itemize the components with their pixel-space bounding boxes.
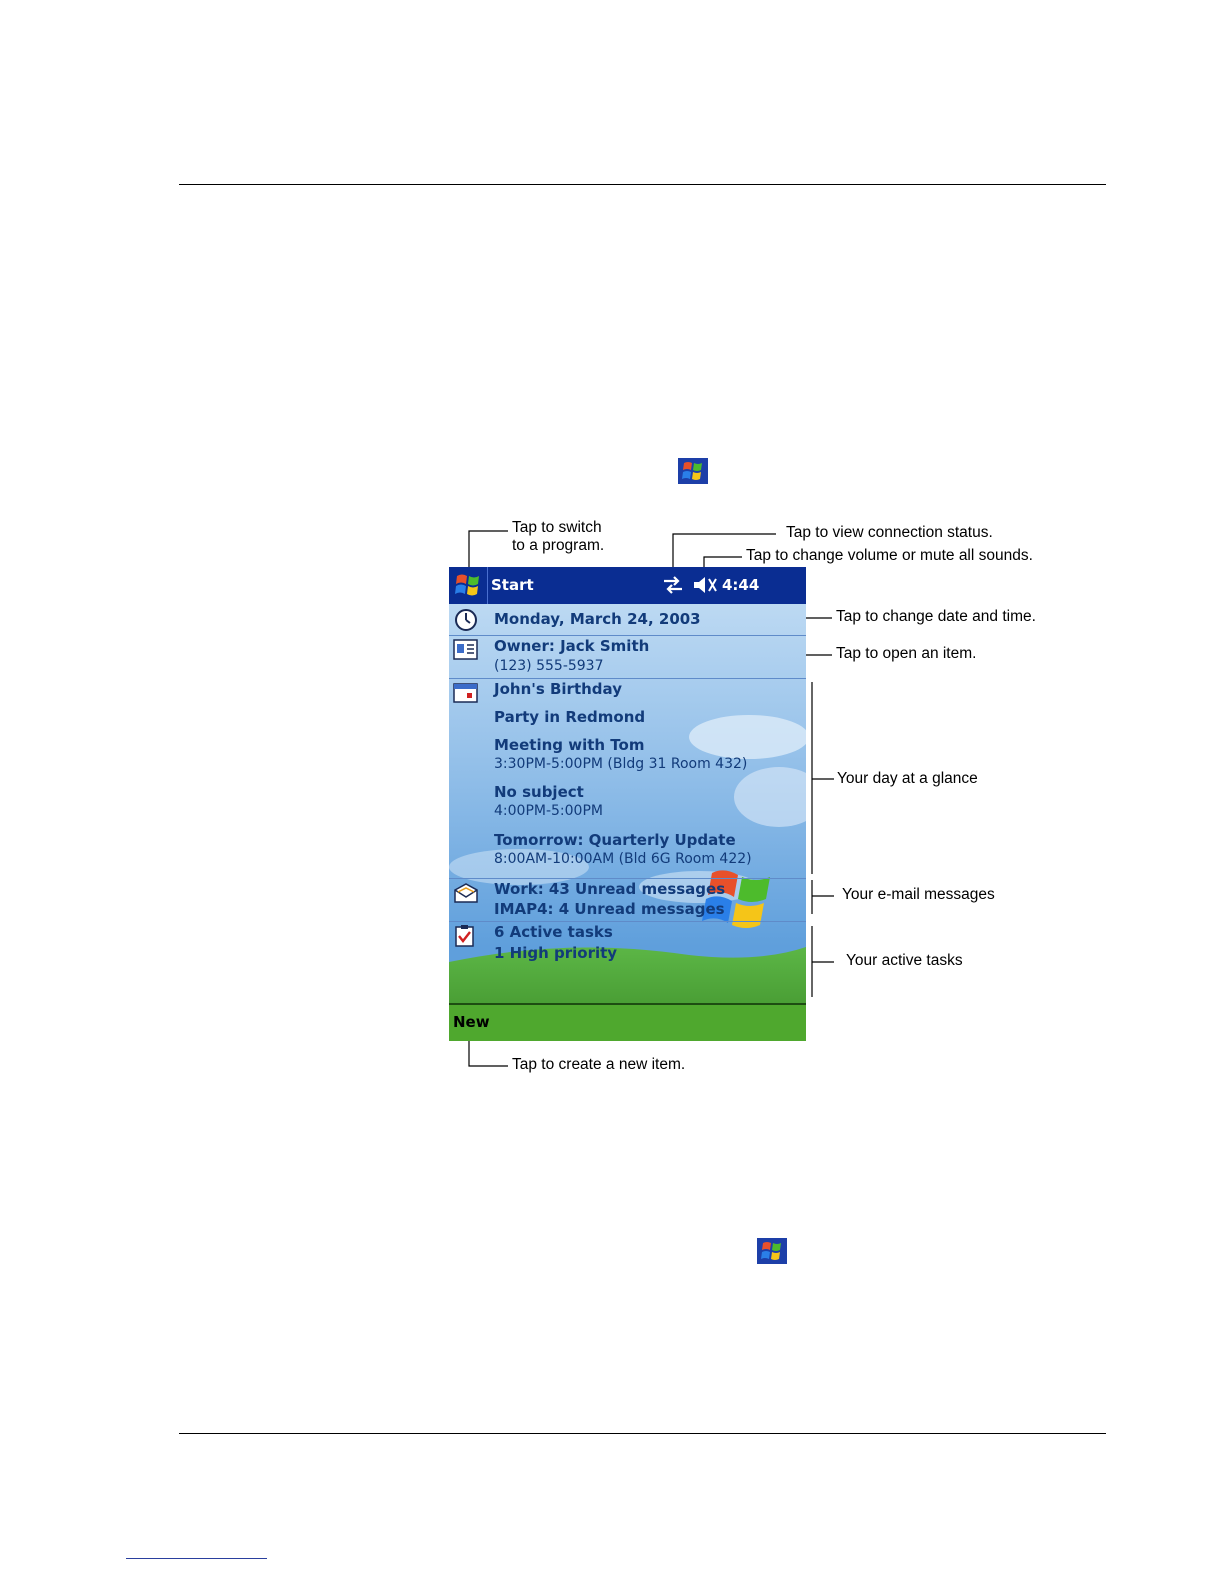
title-bar	[449, 567, 806, 604]
new-button[interactable]: New	[453, 1013, 490, 1031]
appointment-title[interactable]: Tomorrow: Quarterly Update	[494, 831, 736, 849]
callout-new-item: Tap to create a new item.	[512, 1056, 686, 1073]
appointment-title[interactable]: No subject	[494, 783, 584, 801]
clock[interactable]: 4:44	[722, 576, 760, 594]
divider	[449, 678, 806, 679]
callout-switch-program: Tap to switch to a program.	[512, 519, 605, 554]
tasks-priority[interactable]: 1 High priority	[494, 944, 618, 962]
contact-card-icon[interactable]	[453, 639, 479, 661]
tasks-active[interactable]: 6 Active tasks	[494, 923, 613, 941]
callout-open-item: Tap to open an item.	[836, 645, 977, 662]
inbox-envelope-icon[interactable]	[453, 882, 479, 904]
tasks-checkbox-icon[interactable]	[453, 924, 477, 948]
callout-connection-status: Tap to view connection status.	[786, 524, 993, 541]
appointment-detail[interactable]: 3:30PM-5:00PM (Bldg 31 Room 432)	[494, 756, 748, 772]
appointment-title[interactable]: John's Birthday	[494, 680, 622, 698]
callout-email: Your e-mail messages	[842, 886, 995, 903]
appointment-detail[interactable]: 8:00AM-10:00AM (Bld 6G Room 422)	[494, 851, 752, 867]
callout-tasks: Your active tasks	[846, 952, 963, 969]
callout-day-glance: Your day at a glance	[837, 770, 978, 787]
message-summary[interactable]: Work: 43 Unread messages	[494, 880, 726, 898]
command-bar	[449, 1003, 806, 1041]
appointment-detail[interactable]: 4:00PM-5:00PM	[494, 803, 603, 819]
calendar-icon[interactable]	[453, 682, 479, 704]
connection-status-icon[interactable]	[662, 576, 684, 594]
date-item[interactable]: Monday, March 24, 2003	[494, 610, 701, 628]
divider	[449, 921, 806, 922]
callout-volume: Tap to change volume or mute all sounds.	[746, 547, 1033, 564]
owner-phone[interactable]: (123) 555-5937	[494, 658, 604, 674]
message-summary[interactable]: IMAP4: 4 Unread messages	[494, 900, 725, 918]
start-separator	[487, 567, 488, 604]
start-flag-icon[interactable]	[452, 570, 484, 601]
appointment-title[interactable]: Party in Redmond	[494, 708, 646, 726]
divider	[449, 635, 806, 636]
owner-name[interactable]: Owner: Jack Smith	[494, 637, 650, 655]
start-menu-label[interactable]: Start	[491, 576, 534, 594]
volume-mute-icon[interactable]	[692, 575, 718, 595]
callout-date-time: Tap to change date and time.	[836, 608, 1036, 625]
today-screen	[449, 567, 806, 1041]
appointment-title[interactable]: Meeting with Tom	[494, 736, 645, 754]
clock-icon[interactable]	[453, 607, 479, 633]
divider	[449, 878, 806, 879]
